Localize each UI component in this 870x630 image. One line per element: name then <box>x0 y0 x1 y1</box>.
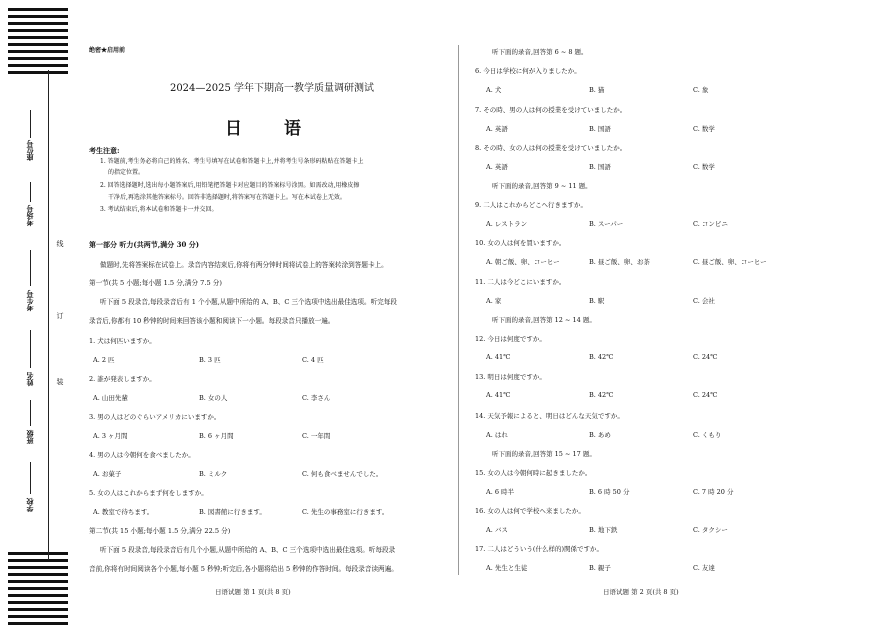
option-a: A. 英語 <box>486 162 508 171</box>
candidate-number-label: 考生号 <box>25 290 34 311</box>
question-text: 10. 女の人は何を買いますか。 <box>475 239 566 248</box>
option-c: C. 友達 <box>693 564 715 573</box>
listening-instruction: 听下面的录音,回答第 12 ~ 14 题。 <box>492 315 596 324</box>
listening-instruction: 听下面的录音,回答第 15 ~ 17 题。 <box>492 449 596 458</box>
question-text: 11. 二人は今どこにいますか。 <box>475 277 566 286</box>
note-line: 3. 考试结束后,将本试卷和答题卡一并交回。 <box>100 206 218 213</box>
option-b: B. 国語 <box>589 124 611 133</box>
class-label: 班级 <box>25 430 34 444</box>
question-text: 9. 二人はこれからどこへ行きますか。 <box>475 201 588 210</box>
option-c: C. 何も食べませんでした。 <box>302 470 383 478</box>
option-c: C. 会社 <box>693 296 715 305</box>
stripe <box>8 580 68 583</box>
stripe <box>8 566 68 569</box>
stripe <box>8 608 68 611</box>
option-c: C. タクシー <box>693 526 728 535</box>
section1-title: 第一节(共 5 小题;每小题 1.5 分,满分 7.5 分) <box>89 279 222 287</box>
exam-title: 2024—2025 学年下期高一教学质量调研测试 <box>169 83 375 94</box>
seat-number-label: 座位号 <box>25 140 34 161</box>
option-b: B. 42℃ <box>589 391 614 400</box>
question-text: 1. 犬は何匹いますか。 <box>89 337 156 345</box>
option-c: C. 一年間 <box>302 432 331 440</box>
option-b: B. 6 ヶ月間 <box>199 432 234 440</box>
option-c: C. 象 <box>693 86 709 95</box>
option-c: C. 李さん <box>302 394 331 402</box>
stripe <box>8 8 68 11</box>
candidate-number-line <box>30 250 31 286</box>
option-b: B. 猫 <box>589 86 605 95</box>
stripe <box>8 29 68 32</box>
secret-note: 绝密★启用前 <box>89 47 126 54</box>
question-text: 4. 男の人は今朝何を食べましたか。 <box>89 451 195 459</box>
binding-mark-order: 订 <box>56 312 64 319</box>
question-text: 14. 天気予報によると、明日はどんな天気ですか。 <box>475 411 624 420</box>
margin-rule <box>48 70 49 560</box>
school-line <box>30 462 31 494</box>
section1-instruction: 听下面 5 段录音,每段录音后有 1 个小题,从题中所给的 A、B、C 三个选项中选出最佳选项。听完每段 <box>100 298 397 306</box>
stripe <box>8 552 68 555</box>
option-a: A. 先生と生徒 <box>486 564 528 573</box>
option-b: B. 3 匹 <box>199 356 221 364</box>
stripe <box>8 36 68 39</box>
option-c: C. 昼ご飯、卵、コーヒー <box>693 258 767 267</box>
option-b: B. スーパー <box>589 220 624 229</box>
option-a: A. 英語 <box>486 124 508 133</box>
question-text: 13. 明日は何度ですか。 <box>475 373 546 382</box>
question-text: 15. 女の人は今朝何時に起きましたか。 <box>475 469 592 477</box>
section2-instruction: 音前,你将有时间阅读各个小题,每小题 5 秒钟;听完后,各小题将给出 5 秒钟的作答时间。每段录音读两遍。 <box>89 565 398 573</box>
option-b: B. 女の人 <box>199 394 228 402</box>
stripe <box>8 615 68 618</box>
section2-title: 第二节(共 15 小题;每小题 1.5 分,满分 22.5 分) <box>89 527 231 535</box>
option-b: B. 昼ご飯、卵、お茶 <box>589 258 650 267</box>
stripe <box>8 15 68 18</box>
stripe <box>8 57 68 60</box>
option-c: C. 24℃ <box>693 391 718 400</box>
option-c: C. くもり <box>693 430 722 439</box>
stripe <box>8 43 68 46</box>
stripe <box>8 50 68 53</box>
notes-title: 考生注意: <box>89 146 120 155</box>
binding-margin <box>0 0 90 630</box>
option-a: A. お菓子 <box>93 470 122 478</box>
note-line: 的指定位置。 <box>108 169 145 176</box>
option-b: B. あめ <box>589 430 611 439</box>
question-text: 5. 女の人はこれからまず何をしますか。 <box>89 489 208 497</box>
option-c: C. コンビニ <box>693 220 728 229</box>
footer-left: 日语试题 第 1 页(共 8 页) <box>215 588 291 596</box>
question-text: 16. 女の人は何で学校へ来ましたか。 <box>475 507 585 516</box>
question-text: 7. その時、男の人は何の授業を受けていましたか。 <box>475 105 627 114</box>
option-c: C. 4 匹 <box>302 356 324 364</box>
question-text: 12. 今日は何度ですか。 <box>475 335 546 344</box>
question-text: 17. 二人はどういう(什么样的)関係ですか。 <box>475 545 603 554</box>
seat-number-line <box>30 110 31 138</box>
option-b: B. 親子 <box>589 564 611 573</box>
option-c: C. 先生の事務室に行きます。 <box>302 508 389 516</box>
option-b: B. 42℃ <box>589 353 614 362</box>
option-b: B. 地下鉄 <box>589 526 618 535</box>
footer-right: 日语试题 第 2 页(共 8 页) <box>603 588 679 596</box>
option-a: A. はれ <box>486 430 508 439</box>
option-a: A. レストラン <box>486 220 528 229</box>
binding-mark-pack: 装 <box>56 378 64 385</box>
option-b: B. 国語 <box>589 162 611 171</box>
option-b: B. 駅 <box>589 296 605 305</box>
option-a: A. 山田先輩 <box>93 394 128 402</box>
stripe <box>8 22 68 25</box>
stripe <box>8 64 68 67</box>
subject-title: 日 语 <box>225 119 319 139</box>
option-a: A. 6 時半 <box>486 488 515 496</box>
binding-mark-line: 线 <box>56 240 64 247</box>
room-number-label: 考场号 <box>25 205 34 226</box>
option-b: B. ミルク <box>199 470 228 478</box>
option-a: A. 朝ご飯、卵、コーヒー <box>486 258 560 267</box>
note-line: 2. 回答选择题时,选出每小题答案后,用铅笔把答题卡对应题目的答案标号涂黑。如需改动,用橡皮擦 <box>100 182 360 189</box>
stripe <box>8 622 68 625</box>
option-a: A. 41℃ <box>486 391 511 400</box>
stripe <box>8 594 68 597</box>
question-text: 2. 誰が発表しますか。 <box>89 375 156 383</box>
option-a: A. 犬 <box>486 86 502 95</box>
stripe <box>8 71 68 74</box>
option-c: C. 数学 <box>693 162 715 171</box>
option-b: B. 6 時 50 分 <box>589 488 630 496</box>
room-number-line <box>30 182 31 202</box>
stripe <box>8 587 68 590</box>
stripe <box>8 601 68 604</box>
part1-instruction: 做题时,先将答案标在试卷上。录音内容结束后,你将有两分钟时间将试卷上的答案转涂到答题卡上。 <box>100 261 388 269</box>
class-line <box>30 400 31 426</box>
option-a: A. 2 匹 <box>93 356 115 364</box>
option-a: A. バス <box>486 526 508 535</box>
question-text: 3. 男の人はどのぐらいアメリカにいますか。 <box>89 413 221 421</box>
option-c: C. 数学 <box>693 124 715 133</box>
note-line: 1. 答题前,考生务必将自己的姓名、考生号填写在试卷和答题卡上,并将考生号条形码粘贴在答题卡上 <box>100 158 364 165</box>
option-a: A. 教室で待ちます。 <box>93 508 154 516</box>
section1-instruction: 录音后,你都有 10 秒钟的时间来回答该小题和阅读下一小题。每段录音只播放一遍。 <box>89 317 335 325</box>
question-text: 8. その時、女の人は何の授業を受けていましたか。 <box>475 143 627 152</box>
stripe <box>8 573 68 576</box>
option-c: C. 24℃ <box>693 353 718 362</box>
option-a: A. 41℃ <box>486 353 511 362</box>
column-divider <box>458 45 459 575</box>
name-label: 姓名 <box>25 372 34 386</box>
note-line: 干净后,再选涂其他答案标号。回答非选择题时,将答案写在答题卡上。写在本试卷上无效。 <box>108 194 346 201</box>
option-a: A. 3 ヶ月間 <box>93 432 128 440</box>
question-text: 6. 今日は学校に何が入りましたか。 <box>475 67 581 76</box>
listening-instruction: 听下面的录音,回答第 9 ~ 11 题。 <box>492 181 592 190</box>
school-label: 学校 <box>25 498 34 512</box>
part1-title: 第一部分 听力(共两节,满分 30 分) <box>89 240 200 249</box>
listening-instruction: 听下面的录音,回答第 6 ~ 8 题。 <box>492 48 588 56</box>
name-line <box>30 330 31 368</box>
option-a: A. 家 <box>486 296 502 305</box>
stripe <box>8 559 68 562</box>
option-c: C. 7 時 20 分 <box>693 488 734 496</box>
section2-instruction: 听下面 5 段录音,每段录音后有几个小题,从题中所给的 A、B、C 三个选项中选出最佳选项。听每段录 <box>100 546 396 554</box>
option-b: B. 図書館に行きます。 <box>199 508 266 516</box>
